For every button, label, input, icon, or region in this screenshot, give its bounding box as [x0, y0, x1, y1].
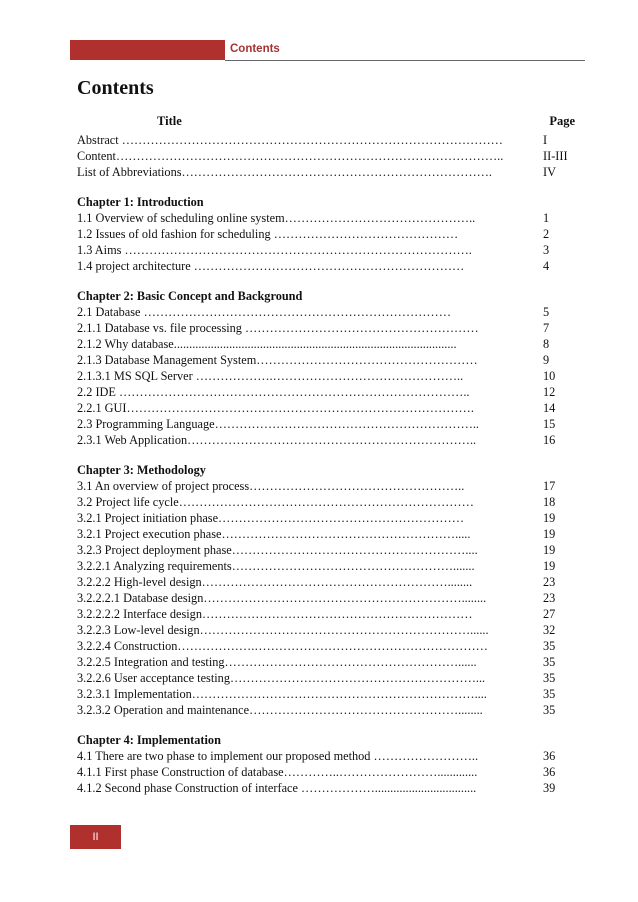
toc-entry-page: 23 — [543, 591, 556, 605]
toc-entry[interactable] — [77, 574, 577, 590]
toc-entry-title: 2.2 IDE ………………………………………………………………………….. — [77, 385, 470, 399]
toc-entry-title: 3.2.2.6 User acceptance testing……………………………………………………... — [77, 671, 486, 685]
toc-entry[interactable] — [77, 416, 577, 432]
toc-entry-title: 4.1.1 First phase Construction of database…………..……………………............. — [77, 765, 478, 779]
toc-entry-page: 3 — [543, 243, 550, 257]
toc-entry-title: 2.1.3 Database Management System……………………………………………… — [77, 353, 478, 367]
toc-entry-title: 3.2.1 Project execution phase…………………………………………………..... — [77, 527, 471, 541]
toc-entry-page: 35 — [543, 671, 556, 685]
toc-entry[interactable] — [77, 258, 577, 274]
toc-entry-title: 2.1.2 Why database............................................................................................ — [77, 337, 457, 351]
toc-entry[interactable] — [77, 780, 577, 796]
toc-entry-title: 3.2.2.3 Low-level design…………………………………………………………...... — [77, 623, 489, 637]
chapter-heading: Chapter 2: Basic Concept and Background — [77, 289, 303, 303]
toc-entry-page: 2 — [543, 227, 550, 241]
chapter-heading: Chapter 1: Introduction — [77, 195, 204, 209]
running-header — [70, 40, 585, 62]
toc-entry-title: List of Abbreviations…………………………………………………………………. — [77, 165, 493, 179]
toc-entry-page: 35 — [543, 639, 556, 653]
toc-entry-page: 18 — [543, 495, 556, 509]
toc-entry-page: 19 — [543, 543, 556, 557]
toc-entry-title: Content………………………………………………………………………………….. — [77, 149, 504, 163]
toc-entry[interactable] — [77, 478, 577, 494]
toc-entry[interactable] — [77, 494, 577, 510]
toc-entry-title: 3.2.1 Project initiation phase…………………………………………………… — [77, 511, 464, 525]
toc-entry[interactable] — [77, 226, 577, 242]
toc-entry-page: I — [543, 133, 548, 147]
toc-entry-title: 3.1 An overview of project process…………………………………………….. — [77, 479, 465, 493]
toc-entry[interactable] — [77, 510, 577, 526]
header-accent-bar — [70, 40, 225, 60]
toc-entry-page: 1 — [543, 211, 550, 225]
toc-entry[interactable] — [77, 542, 577, 558]
page-number-badge: II — [70, 825, 121, 849]
toc-entry-page: 35 — [543, 687, 556, 701]
toc-entry-page: 15 — [543, 417, 556, 431]
toc-entry-page: 8 — [543, 337, 550, 351]
toc-entry[interactable] — [77, 606, 577, 622]
toc-entry-page: 19 — [543, 511, 556, 525]
toc-entry-page: 16 — [543, 433, 556, 447]
toc-entry-page: IV — [543, 165, 556, 179]
chapter-list — [77, 194, 577, 796]
toc-entry-title: 4.1.2 Second phase Construction of interface ………………................................. — [77, 781, 477, 795]
toc-entry-page: II-III — [543, 149, 568, 163]
toc-entry-page: 12 — [543, 385, 556, 399]
toc-entry[interactable] — [77, 132, 577, 148]
toc-entry[interactable] — [77, 320, 577, 336]
toc-entry-page: 17 — [543, 479, 556, 493]
toc-entry-page: 39 — [543, 781, 556, 795]
chapter-heading: Chapter 4: Implementation — [77, 733, 221, 747]
toc-entry-title: 2.2.1 GUI…………………………………………………………………………. — [77, 401, 474, 415]
toc-entry-title: 3.2.3.1 Implementation…………………………………………………………….... — [77, 687, 487, 701]
toc-entry-title: 3.2.2.1 Analyzing requirements………………………………………………....... — [77, 559, 475, 573]
toc-entry[interactable] — [77, 384, 577, 400]
toc-entry[interactable] — [77, 336, 577, 352]
toc-entry-page: 19 — [543, 559, 556, 573]
toc-entry-page: 32 — [543, 623, 556, 637]
toc-entry-title: 3.2.2.2 High-level design……………………………………………………........ — [77, 575, 473, 589]
toc-entry[interactable] — [77, 526, 577, 542]
toc-entry-title: 1.1 Overview of scheduling online system……………………………………….. — [77, 211, 476, 225]
toc-entry[interactable] — [77, 654, 577, 670]
toc-entry-title: 2.1 Database ………………………………………………………………… — [77, 305, 452, 319]
header-label: Contents — [230, 43, 280, 55]
toc-entry-page: 23 — [543, 575, 556, 589]
toc-entry-title: Abstract ………………………………………………………………………………… — [77, 133, 503, 147]
toc-entry[interactable] — [77, 368, 577, 384]
toc-entry-page: 10 — [543, 369, 556, 383]
toc-entry-title: 2.1.1 Database vs. file processing ………………………………………………… — [77, 321, 479, 335]
toc-entry-page: 5 — [543, 305, 550, 319]
toc-entry-title: 3.2.2.2.2 Interface design………………………………………………………… — [77, 607, 473, 621]
toc-entry[interactable] — [77, 242, 577, 258]
toc-entry[interactable] — [77, 304, 577, 320]
toc-entry[interactable] — [77, 148, 577, 164]
toc-entry[interactable] — [77, 764, 577, 780]
toc-entry[interactable] — [77, 164, 577, 180]
toc-entry[interactable] — [77, 686, 577, 702]
toc-entry-title: 3.2.2.2.1 Database design………………………………………………………........ — [77, 591, 487, 605]
toc-entry-page: 36 — [543, 749, 556, 763]
toc-entry[interactable] — [77, 400, 577, 416]
toc-entry[interactable] — [77, 352, 577, 368]
toc-entry[interactable] — [77, 622, 577, 638]
header-rule — [225, 60, 585, 61]
toc-entry-page: 7 — [543, 321, 550, 335]
front-matter-list — [77, 132, 577, 180]
toc-column-headers — [77, 114, 577, 132]
toc-entry-page: 9 — [543, 353, 550, 367]
toc-entry-title: 1.2 Issues of old fashion for scheduling ……………………………………… — [77, 227, 459, 241]
toc-entry-title: 1.3 Aims …………………………………………………………………………. — [77, 243, 472, 257]
toc-entry-title: 2.3 Programming Language……………………………………………………….. — [77, 417, 480, 431]
toc-entry[interactable] — [77, 638, 577, 654]
page-column-header: Page — [549, 114, 575, 128]
toc-entry-title: 3.2.3.2 Operation and maintenance……………………………………………........ — [77, 703, 483, 717]
toc-entry-title: 1.4 project architecture ………………………………………………………… — [77, 259, 465, 273]
toc-entry-title: 3.2 Project life cycle……………………………………………………………… — [77, 495, 474, 509]
toc-entry-page: 19 — [543, 527, 556, 541]
toc-entry[interactable] — [77, 702, 577, 718]
toc-entry[interactable] — [77, 748, 577, 764]
toc-entry-page: 4 — [543, 259, 550, 273]
toc-entry-title: 3.2.2.5 Integration and testing…………………………………………………...... — [77, 655, 477, 669]
table-of-contents — [77, 114, 577, 796]
title-column-header: Title — [157, 114, 182, 128]
toc-entry-page: 36 — [543, 765, 556, 779]
toc-entry[interactable] — [77, 590, 577, 606]
toc-entry-title: 3.2.2.4 Construction……………….………………………………………………… — [77, 639, 488, 653]
page-title: Contents — [77, 77, 154, 99]
toc-entry-page: 14 — [543, 401, 556, 415]
toc-entry-page: 27 — [543, 607, 556, 621]
toc-entry-title: 4.1 There are two phase to implement our proposed method …………………….. — [77, 749, 479, 763]
toc-entry-title: 2.1.3.1 MS SQL Server ……………….……………………………………….. — [77, 369, 464, 383]
chapter-heading: Chapter 3: Methodology — [77, 463, 206, 477]
toc-entry[interactable] — [77, 432, 577, 448]
toc-entry[interactable] — [77, 210, 577, 226]
toc-entry[interactable] — [77, 670, 577, 686]
toc-entry[interactable] — [77, 558, 577, 574]
toc-entry-page: 35 — [543, 655, 556, 669]
toc-entry-title: 2.3.1 Web Application…………………………………………………………….. — [77, 433, 477, 447]
toc-entry-title: 3.2.3 Project deployment phase………………………………………………….... — [77, 543, 478, 557]
toc-entry-page: 35 — [543, 703, 556, 717]
